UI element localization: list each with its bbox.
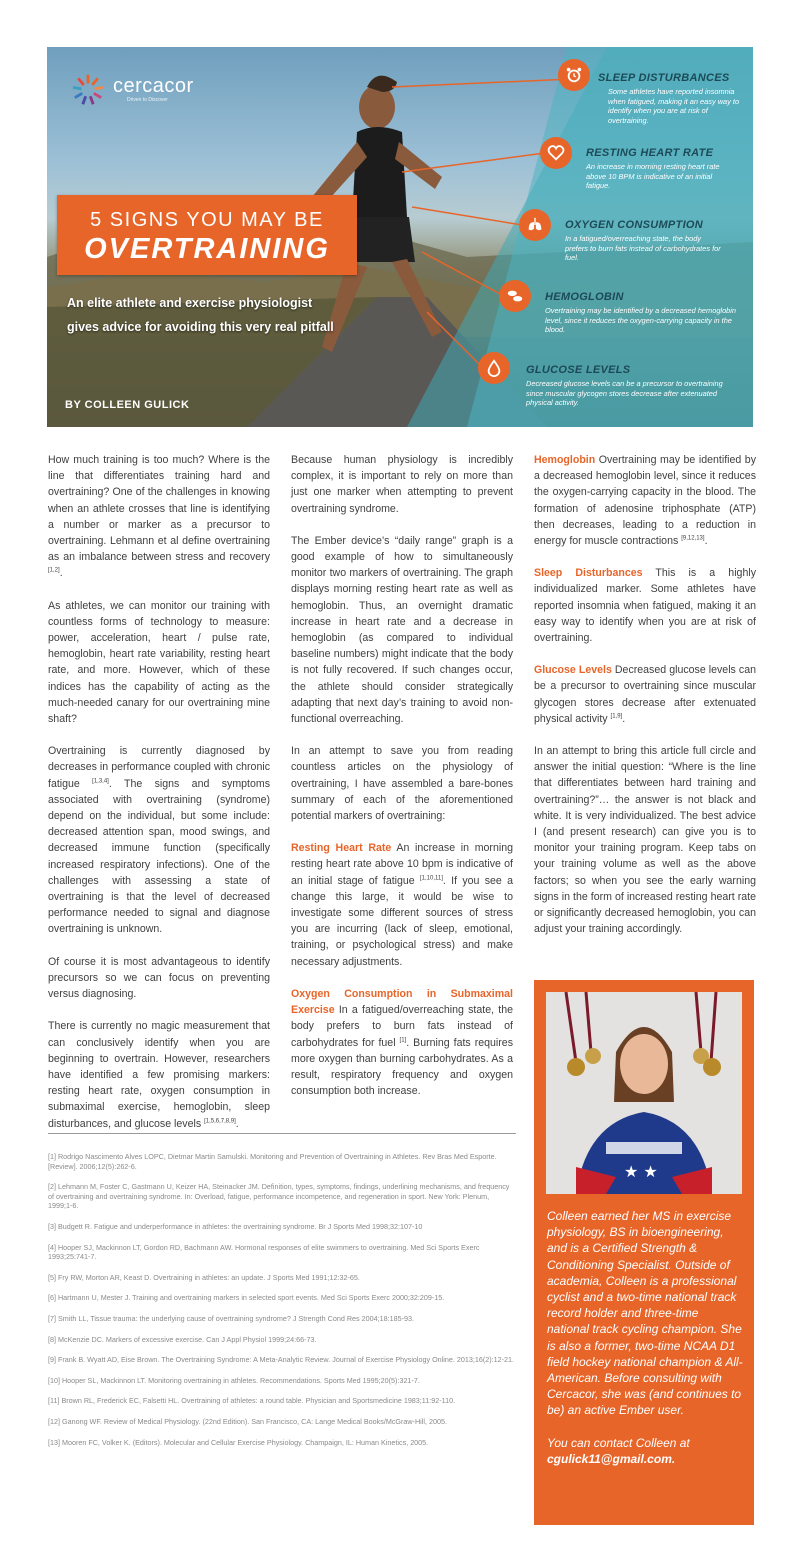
sign-title: HEMOGLOBIN [545,291,624,303]
reference-item: [12] Ganong WF. Review of Medical Physiology. (22nd Edition). San Francisco, CA: Lange Medical Books/McGraw-Hill, 2005. [48,1416,447,1426]
svg-text:★ ★: ★ ★ [624,1162,658,1181]
sign-title: GLUCOSE LEVELS [526,364,631,376]
article-column-1 [48,452,270,1148]
marker-resting-heart-rate: Resting Heart Rate An increase in morning resting heart rate above 10 bpm is indicative of an initial stage of fatigue [1,10,11]. If you see a change this large, it would be wise to investigate some different sources of stress you are incurring (lack of sleep, emotional, training, or psychological stress) and make necessary adjustments. [291,842,514,968]
reference-item: [9] Frank B. Wyatt AD, Eise Brown. The Overtraining Syndrome: A Meta-Analytic Review. Journal of Exercise Physiology Online. 2013;16(2):12-21. [48,1355,515,1365]
reference-item: [4] Hooper SJ, Mackinnon LT, Gordon RD, Bachmann AW. Hormonal responses of elite swimmers to overtraining. Med Sci Sports Exerc 1993;25:741-7. [48,1242,480,1262]
article-column-3 [534,452,756,953]
blood-cells-icon [499,280,531,312]
paragraph: As athletes, we can monitor our training with countless forms of technology to measure: power, acceleration, heart / pulse rate, hemoglobin, heart rate variability, resting heart rate, and more. However, which of these indices has the capability of acting as the much-needed canary for our overtraining mine shaft? [48,599,270,726]
marker-glucose-levels: Glucose Levels Decreased glucose levels can be a precursor to overtraining since muscular glycogen stores decrease after extenuated physical activity [1,9]. [534,664,756,725]
paragraph: How much training is too much? Where is the line that differentiates training hard and overtraining? One of the challenges in knowing when an athlete crosses that line is identifying a number or marker as a precursor to overtraining. Lehmann et al define overtraining as an imbalance between stress and recovery [1,2]. [48,454,270,580]
bio-contact: You can contact Colleen at cgulick11@gmail.com. [547,1435,690,1466]
heart-icon [540,137,572,169]
paragraph: There is currently no magic measurement that can conclusively identify when you are beginning to overtrain. However, researchers have identified a few promising markers: resting heart rate, oxygen consumption in submaximal exercise, hemoglobin, sleep disturbances, and glucose levels [1,5,6,7,8,9]. [48,1020,270,1130]
reference-item: [1] Rodrigo Nascimento Alves LOPC, Dietmar Martin Samulski. Monitoring and Prevention of Overtraining in Athletes. Rev Bras Med Esporte. [Review]. 2006;12(5):262-6. [48,1152,497,1171]
sign-desc: In a fatigued/overreaching state, the body prefers to burn fats instead of carbohydrates for fuel. [565,234,721,263]
reference-item: [10] Hooper SL, Mackinnon LT. Monitoring overtraining in athletes. Recommendations. Sports Med 1995;20(5):321-7. [48,1375,420,1385]
bio-text [547,1208,743,1483]
reference-item: [6] Hartmann U, Mester J. Training and overtraining markers in selected sport events. Med Sci Sports Exerc 2000;32:209-15. [48,1293,445,1303]
sign-title: SLEEP DISTURBANCES [598,72,730,84]
reference-item: [5] Fry RW, Morton AR, Keast D. Overtraining in athletes: an update. J Sports Med 1991;12:32-65. [48,1272,360,1282]
author-bio-box [534,980,754,1525]
sign-desc: Overtraining may be identified by a decreased hemoglobin level, since it reduces the oxygen-carrying capacity in the blood. [545,306,737,335]
logo-brand: cercacor [113,75,194,97]
reference-item: [8] McKenzie DC. Markers of excessive exercise. Can J Appl Physiol 1999;24:66-73. [48,1334,317,1344]
bio-paragraph: Colleen earned her MS in exercise physiology, BS in bioengineering, and is a Certified Strength & Conditioning Specialist. Outside of academia, Colleen is a professional cyclist and a two-time national track record holder and three-time national track cycling champion. She is also a former, two-time NCAA D1 field hockey national champion & All-American. Before consulting with Cercacor, she was (and continues to be) an active Ember user. [547,1209,743,1418]
drop-icon [478,352,510,384]
cercacor-mark-icon [69,71,107,109]
paragraph: Because human physiology is incredibly complex, it is important to rely on more than just one marker when attempting to prevent overtraining syndrome. [291,454,513,515]
byline: BY COLLEEN GULICK [65,399,190,411]
reference-item: [7] Smith LL, Tissue trauma: the underlying cause of overtraining syndrome? J Strength Cond Res 2004;18:185-93. [48,1313,414,1323]
sign-desc: Decreased glucose levels can be a precursor to overtraining since muscular glycogen stores decrease after extenuated physical activity. [526,379,723,408]
alarm-clock-icon [558,59,590,91]
paragraph: Overtraining is currently diagnosed by decreases in performance coupled with chronic fatigue [1,3,4]. The signs and symptoms associated with overtraining (syndrome) depend on the individual, but some include: decreased attention span, mood swings, and decreased immune function (specifically increased respiratory infections). One of the challenges with assessing a state of overtraining is that the level of decreased performance needed to signal and diagnose overtraining is unknown. [48,745,270,936]
paragraph: The Ember device’s “daily range” graph is a good example of how to simultaneously monitor two markers of overtraining. The graph displays morning resting heart rate as well as hemoglobin. Thus, an overnight dramatic increase in heart rate and a decrease in hemoglobin (as compared to individual baseline numbers) might indicate that the body is not fully recovered. If such changes occur, the athlete should consider strategically adapting that next day’s training to avoid non-functional overreaching. [291,534,513,726]
article-column-2 [291,452,513,1115]
marker-sleep-disturbances: Sleep Disturbances This is a highly individualized marker. Some athletes have reported insomnia when fatigued, making it an easy way to identify when you are at risk of overtraining. [534,567,756,645]
sign-desc: Some athletes have reported insomnia when fatigued, making it an easy way to identify when you are at risk of overtraining. [608,87,740,125]
reference-item: [3] Budgett R. Fatigue and underperformance in athletes: the overtraining syndrome. Br J Sports Med 1998;32:107-10 [48,1221,423,1231]
reference-item: [13] Mooren FC, Volker K. (Editors). Molecular and Cellular Exercise Physiology. Champaign, IL: Human Kinetics, 2005. [48,1437,429,1447]
reference-item: [2] Lehmann M, Foster C, Gastmann U, Keizer HA, Steinacker JM. Definition, types, symptoms, findings, underlining mechanisms, and frequency of overtraining and overtraining syndrome. In: Overload, fatigue, performance incompetence, and regeneration in sport. New York: Plenum, 1999;1-6. [48,1182,510,1211]
sign-desc: An increase in morning resting heart rate above 10 BPM is indicative of an initial fatigue. [586,162,720,191]
author-photo [546,992,742,1194]
subtitle [67,291,387,339]
marker-oxygen-consumption: Oxygen Consumption in Submaximal Exercise In a fatigued/overreaching state, the body prefers to burn fats instead of carbohydrates for fuel [1]. Burning fats requires more oxygen than burning carbohydrates. As a result, respiratory frequency and oxygen consumption both increase. [291,987,513,1098]
paragraph: In an attempt to save you from reading countless articles on the physiology of overtraining, I have assembled a bare-bones summary of each of the aforementioned potential markers of overtraining: [291,745,513,823]
marker-hemoglobin: Hemoglobin Overtraining may be identified by a decreased hemoglobin level, since it reduces the oxygen-carrying capacity in the blood. The formation of adenosine triphosphate (ATP) then decreases, leading to a reduction in energy for muscle contractions [9,12,13]. [534,454,756,548]
cercacor-logo [69,71,194,109]
paragraph: Of course it is most advantageous to identify precursors so we can focus on preventing versus diagnosing. [48,955,270,1001]
hero-banner [47,47,753,427]
paragraph: In an attempt to bring this article full circle and answer the initial question: “Where is the line that differentiates between hard training and overtraining?”… the answer is not black and white. It is very individualized. The best advice I (and present research) can give you is to monitor your training program. Keep tabs on your training volume as well as the above factors; so when you see the early warning signs in the form of increased resting heart rate or significantly decreased hemoglobin, you can adjust your training accordingly. [534,745,756,936]
references-list [48,1152,514,1458]
subtitle-line-1: An elite athlete and exercise physiologist [67,296,313,310]
title-line-1: 5 SIGNS YOU MAY BE [90,209,324,231]
subtitle-line-2: gives advice for avoiding this very real pitfall [67,320,334,334]
references-divider [48,1133,516,1134]
sign-title: OXYGEN CONSUMPTION [565,219,704,231]
sign-title: RESTING HEART RATE [586,147,714,159]
title-band [57,195,357,275]
title-line-2: OVERTRAINING [84,233,330,265]
lungs-icon [519,209,551,241]
logo-tagline: Driven to Discover [127,97,168,103]
reference-item: [11] Brown RL, Frederick EC, Falsetti HL. Overtraining of athletes: a round table. Physician and Sportsmedicine 1983;11:92-110. [48,1396,456,1406]
email-link[interactable]: cgulick11@gmail.com. [547,1451,676,1466]
